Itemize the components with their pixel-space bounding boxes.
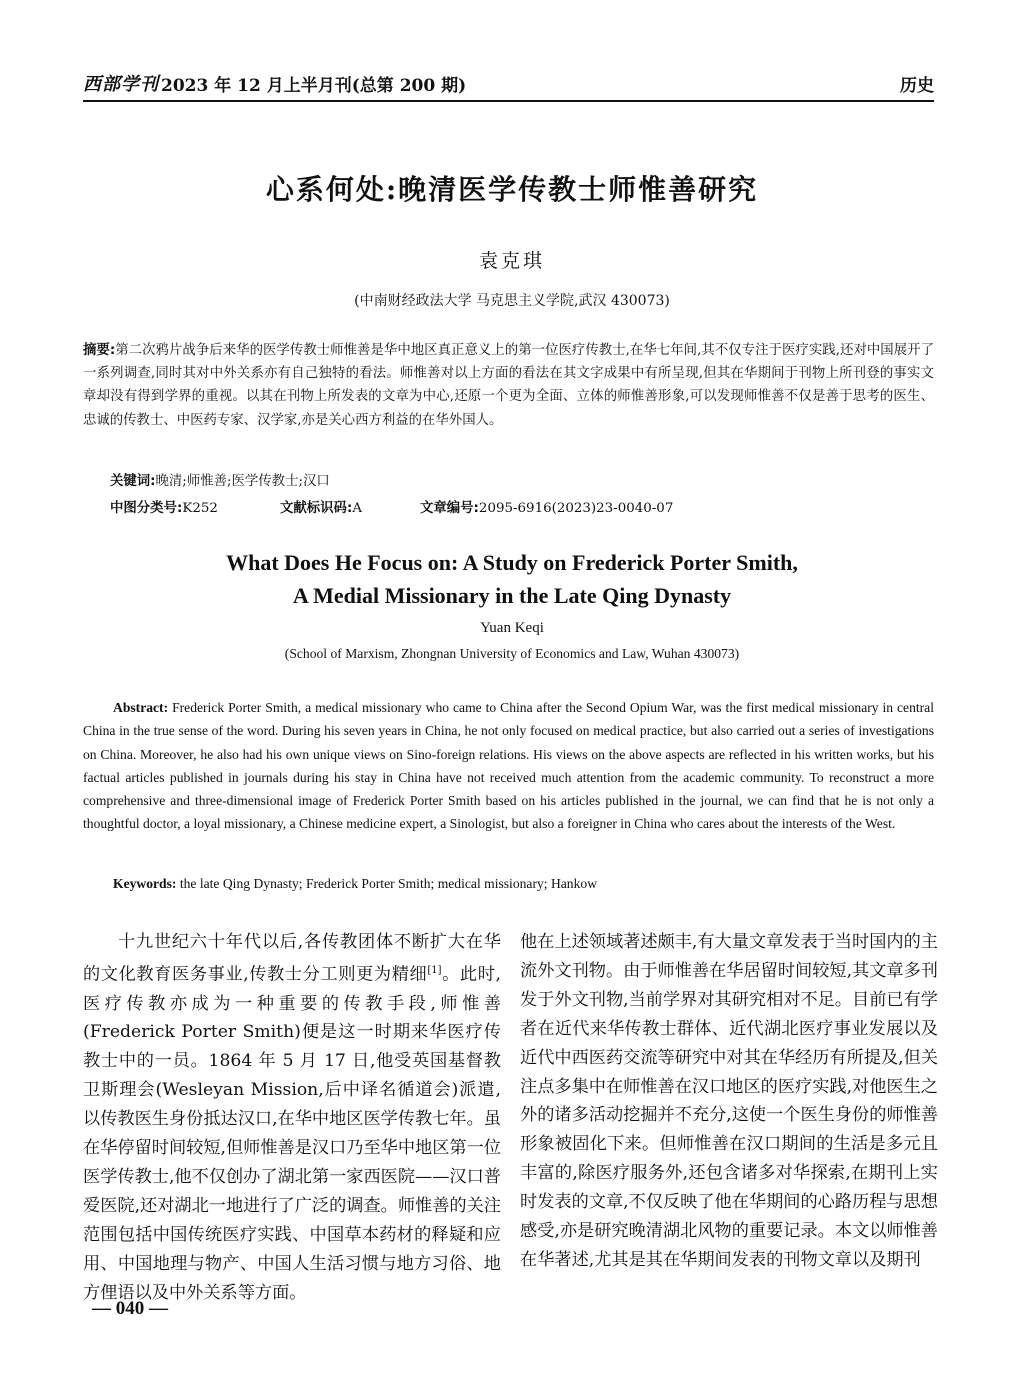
issue-info: 2023 年 12 月上半月刊(总第 200 期) — [161, 76, 467, 96]
running-header — [83, 62, 934, 96]
article-no-label: 文章编号: — [420, 501, 479, 516]
classification-row — [110, 497, 673, 516]
body-column-left — [83, 928, 501, 1308]
english-keywords — [113, 876, 597, 892]
english-affiliation: (School of Marxism, Zhongnan University of Economics and Law, Wuhan 430073) — [284, 646, 740, 661]
article-no-value: 2095-6916(2023)23-0040-07 — [478, 501, 674, 516]
doc-code-value: A — [352, 501, 362, 516]
chinese-abstract-label: 摘要: — [83, 343, 116, 358]
chinese-keywords — [110, 470, 330, 489]
journal-logo: 西部学刊 — [83, 74, 159, 95]
chinese-abstract — [83, 339, 934, 432]
english-title — [0, 546, 1024, 612]
article-no-item — [420, 497, 673, 516]
english-abstract-text: Frederick Porter Smith, a medical missionary who came to China after the Second Opium War, was the first medical missionary in central China in the true sense of the word. During his seven years in China, he not only focused on medical practice, but also carried out a series of investigations on China. Moreover, he also had his own unique views on Sino-foreign relations. His views on the above aspects are reflected in his written works, but his factual articles published in journals during his stay in China have not received much attention from the academic community. To reconstruct a more comprehensive and three-dimensional image of Frederick Porter Smith based on his articles published in the journal, we can find that he is not only a thoughtful doctor, a loyal missionary, a Chinese medicine expert, a Sinologist, but also a foreigner in China who cares about the interests of the West. — [83, 700, 934, 832]
english-title-line2: A Medial Missionary in the Late Qing Dynasty — [292, 583, 732, 608]
chinese-author: 袁克琪 — [478, 250, 545, 272]
english-author: Yuan Keqi — [480, 620, 544, 636]
english-abstract-label: Abstract: — [113, 700, 169, 715]
english-abstract — [83, 696, 934, 836]
english-title-line1: What Does He Focus on: A Study on Frederick Porter Smith, — [226, 550, 798, 575]
chinese-affiliation: (中南财经政法大学 马克思主义学院,武汉 430073) — [354, 293, 670, 309]
page-number: — 040 — — [92, 1298, 168, 1319]
citation-ref[interactable]: [1] — [427, 964, 442, 976]
doc-code-item — [280, 497, 420, 516]
section-name: 历史 — [900, 76, 934, 96]
body-left-text-1: 十九世纪六十年代以后,各传教团体不断扩大在华的文化教育医务事业,传教士分工则更为精细 — [83, 932, 501, 985]
clc-label: 中图分类号: — [110, 501, 183, 516]
english-keywords-label: Keywords: — [113, 876, 177, 891]
header-rule — [83, 100, 934, 102]
header-left — [83, 70, 466, 96]
chinese-keywords-label: 关键词: — [110, 474, 156, 489]
chinese-keywords-text: 晚清;师惟善;医学传教士;汉口 — [155, 474, 330, 489]
clc-item — [110, 497, 280, 516]
chinese-abstract-text: 第二次鸦片战争后来华的医学传教士师惟善是华中地区真正意义上的第一位医疗传教士,在华七年间,其不仅专注于医疗实践,还对中国展开了一系列调查,同时其对中外关系亦有自己独特的看法。师惟善对以上方面的看法在其文字成果中有所呈现,但其在华期间于刊物上所刊登的事实文章却没有得到学界的重视。以其在刊物上所发表的文章为中心,还原一个更为全面、立体的师惟善形象,可以发现师惟善不仅是善于思考的医生、忠诚的传教士、中医药专家、汉学家,亦是关心西方利益的在华外国人。 — [83, 343, 934, 428]
body-column-right: 他在上述领域著述颇丰,有大量文章发表于当时国内的主流外文刊物。由于师惟善在华居留时间较短,其文章多刊发于外文刊物,当前学界对其研究相对不足。目前已有学者在近代来华传教士群体、近代湖北医疗事业发展以及近代中西医药交流等研究中对其在华经历有所提及,但关注点多集中在师惟善在汉口地区的医疗实践,对他医生之外的诸多活动挖掘并不充分,这使一个医生身份的师惟善形象被固化下来。但师惟善在汉口期间的生活是多元且丰富的,除医疗服务外,还包含诸多对华探索,在期刊上实时发表的文章,不仅反映了他在华期间的心路历程与思想感受,亦是研究晚清湖北风物的重要记录。本文以师惟善在华著述,尤其是其在华期间发表的刊物文章以及期刊 — [520, 932, 938, 1270]
chinese-title: 心系何处:晚清医学传教士师惟善研究 — [265, 173, 759, 206]
doc-code-label: 文献标识码: — [280, 501, 353, 516]
english-keywords-text: the late Qing Dynasty; Frederick Porter Smith; medical missionary; Hankow — [179, 876, 598, 891]
body-left-text-2: 。此时,医疗传教亦成为一种重要的传教手段,师惟善(Frederick Porter Smith)便是这一时期来华医疗传教士中的一员。1864 年 5 月 17 日,他受英国基督教卫斯理会(Wesleyan Mission,后中译名循道会)派遣,以传教医生身份抵达汉口,在华中地区医学传教七年。虽在华停留时间较短,但师惟善是汉口乃至华中地区第一位医学传教士,他不仅创办了湖北第一家西医院——汉口普爱医院,还对湖北一地进行了广泛的调查。师惟善的关注范围包括中国传统医疗实践、中国草本药材的释疑和应用、中国地理与物产、中国人生活习惯与地方习俗、地方俚语以及中外关系等方面。 — [83, 964, 502, 1303]
clc-value: K252 — [182, 501, 218, 516]
